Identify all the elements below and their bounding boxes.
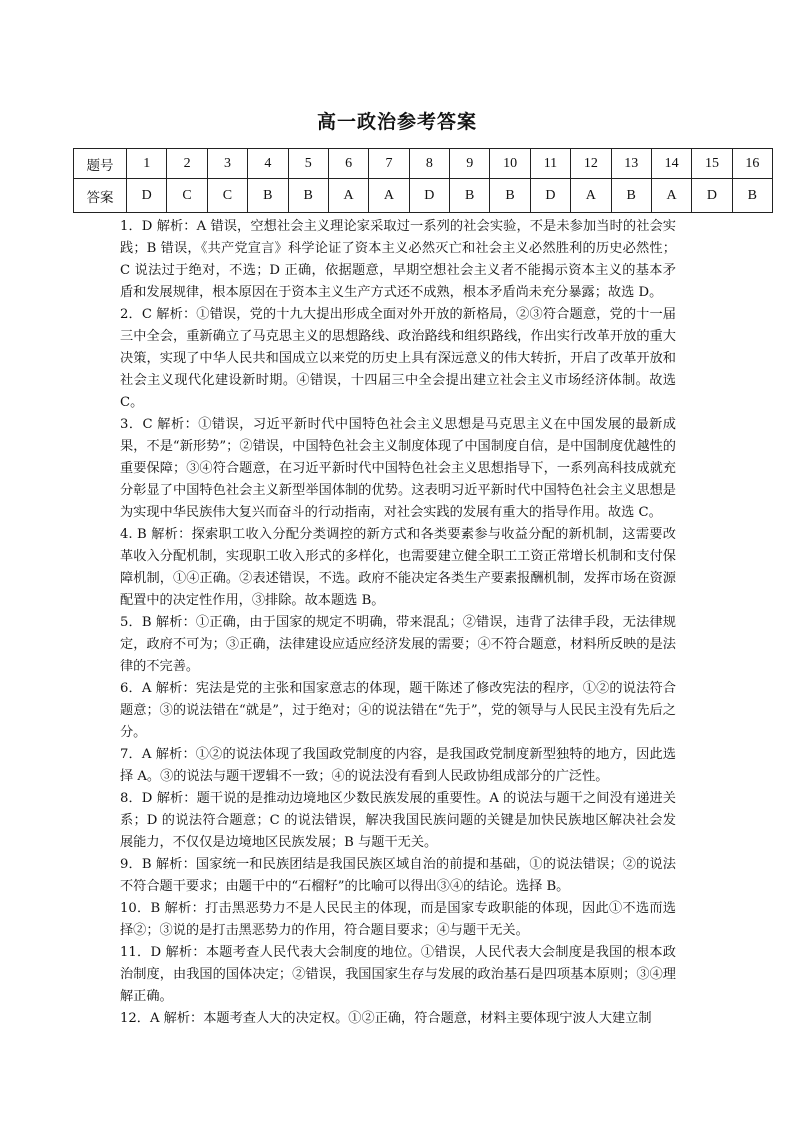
question-number-row [74, 149, 773, 179]
answer-cell: B [490, 179, 530, 213]
answer-cell: D [409, 179, 449, 213]
question-number: 10 [490, 149, 530, 179]
explanation-item: 1．D 解析：A 错误，空想社会主义理论家采取过一系列的社会实验，不是未参加当时的社会实践；B 错误，《共产党宣言》科学论证了资本主义必然灭亡和社会主义必然胜利的历史必然性；C 说法过于绝对，不选；D 正确，依据题意，早期空想社会主义者不能揭示资本主义的基本矛盾和发展规律，根本原因在于资本主义生产方式还不成熟，根本矛盾尚未充分暴露；故选 D。 [120, 219, 676, 300]
explanation-item: 11．D 解析：本题考查人民代表大会制度的地位。①错误，人民代表大会制度是我国的根本政治制度，由我国的国体决定；②错误，我国国家生存与发展的政治基石是四项基本原则；③④理解正确。 [120, 945, 676, 1004]
explanation-item: 5．B 解析：①正确，由于国家的规定不明确，带来混乱；②错误，违背了法律手段，无法律规定，政府不可为；③正确，法律建设应适应经济发展的需要；④不符合题意，材料所反映的是法律的不完善。 [120, 615, 676, 674]
question-number: 3 [207, 149, 247, 179]
question-number: 11 [530, 149, 570, 179]
answer-cell: D [530, 179, 570, 213]
explanation-item: 6．A 解析：宪法是党的主张和国家意志的体现，题干陈述了修改宪法的程序，①②的说法符合题意；③的说法错在“就是”，过于绝对；④的说法错在“先于”，党的领导与人民民主没有先后之分。 [120, 681, 676, 740]
answer-cell: B [450, 179, 490, 213]
answer-cell: B [611, 179, 651, 213]
answer-cell: A [571, 179, 611, 213]
question-number: 15 [692, 149, 732, 179]
question-number-label: 题号 [74, 149, 127, 179]
explanation-item: 3．C 解析：①错误，习近平新时代中国特色社会主义思想是马克思主义在中国发展的最新成果，不是“新形势”；②错误，中国特色社会主义制度体现了中国制度自信，是中国制度优越性的重要保障；③④符合题意，在习近平新时代中国特色社会主义思想指导下，一系列高科技成就充分彰显了中国特色社会主义新型举国体制的优势。这表明习近平新时代中国特色社会主义思想是为实现中华民族伟大复兴而奋斗的行动指南，对社会实践的发展有重大的指导作用。故选 C。 [120, 417, 676, 520]
answer-cell: B [288, 179, 328, 213]
page-title: 高一政治参考答案 [316, 111, 477, 133]
question-number: 14 [651, 149, 691, 179]
explanation-item: 10．B 解析：打击黑恶势力不是人民民主的体现，而是国家专政职能的体现，因此①不选而选择②；③说的是打击黑恶势力的作用，符合题目要求；④与题干无关。 [120, 901, 676, 938]
explanation-item: 8．D 解析：题干说的是推动边境地区少数民族发展的重要性。A 的说法与题干之间没有递进关系；D 的说法符合题意；C 的说法错误，解决我国民族问题的关键是加快民族地区解决社会发展能力，不仅仅是边境地区民族发展；B 与题干无关。 [120, 791, 676, 850]
explanation-item: 2．C 解析：①错误，党的十九大提出形成全面对外开放的新格局，②③符合题意，党的十一届三中全会，重新确立了马克思主义的思想路线、政治路线和组织路线，作出实行改革开放的重大决策，实现了中华人民共和国成立以来党的历史上具有深远意义的伟大转折，开启了改革开放和社会主义现代化建设新时期。④错误，十四届三中全会提出建立社会主义市场经济体制。故选 C。 [120, 307, 676, 410]
answer-row [74, 179, 773, 213]
answer-table [73, 148, 773, 213]
explanations [120, 216, 676, 1030]
question-number: 5 [288, 149, 328, 179]
answer-cell: D [127, 179, 167, 213]
explanation-item: 4. B 解析：探索职工收入分配分类调控的新方式和各类要素参与收益分配的新机制，这需要改革收入分配机制，实现职工收入形式的多样化，也需要建立健全职工工资正常增长机制和支付保障机制，①④正确。②表述错误，不选。政府不能决定各类生产要素报酬机制，发挥市场在资源配置中的决定性作用，③排除。故本题选 B。 [120, 527, 676, 608]
answer-cell: C [207, 179, 247, 213]
answer-cell: A [328, 179, 368, 213]
question-number: 16 [732, 149, 772, 179]
answer-cell: D [692, 179, 732, 213]
question-number: 13 [611, 149, 651, 179]
answer-cell: B [248, 179, 288, 213]
answer-cell: C [167, 179, 207, 213]
question-number: 9 [450, 149, 490, 179]
question-number: 8 [409, 149, 449, 179]
question-number: 1 [127, 149, 167, 179]
explanation-item: 9．B 解析：国家统一和民族团结是我国民族区域自治的前提和基础，①的说法错误；②的说法不符合题干要求；由题干中的“石榴籽”的比喻可以得出③④的结论。选择 B。 [120, 857, 676, 894]
explanation-item: 12．A 解析：本题考查人大的决定权。①②正确，符合题意，材料主要体现宁波人大建立制 [120, 1011, 652, 1026]
answer-cell: A [651, 179, 691, 213]
question-number: 2 [167, 149, 207, 179]
question-number: 6 [328, 149, 368, 179]
explanation-item: 7．A 解析：①②的说法体现了我国政党制度的内容，是我国政党制度新型独特的地方，因此选择 A。③的说法与题干逻辑不一致；④的说法没有看到人民政协组成部分的广泛性。 [120, 747, 676, 784]
answer-label: 答案 [74, 179, 127, 213]
answer-cell: B [732, 179, 772, 213]
question-number: 7 [369, 149, 409, 179]
answer-cell: A [369, 179, 409, 213]
question-number: 4 [248, 149, 288, 179]
question-number: 12 [571, 149, 611, 179]
